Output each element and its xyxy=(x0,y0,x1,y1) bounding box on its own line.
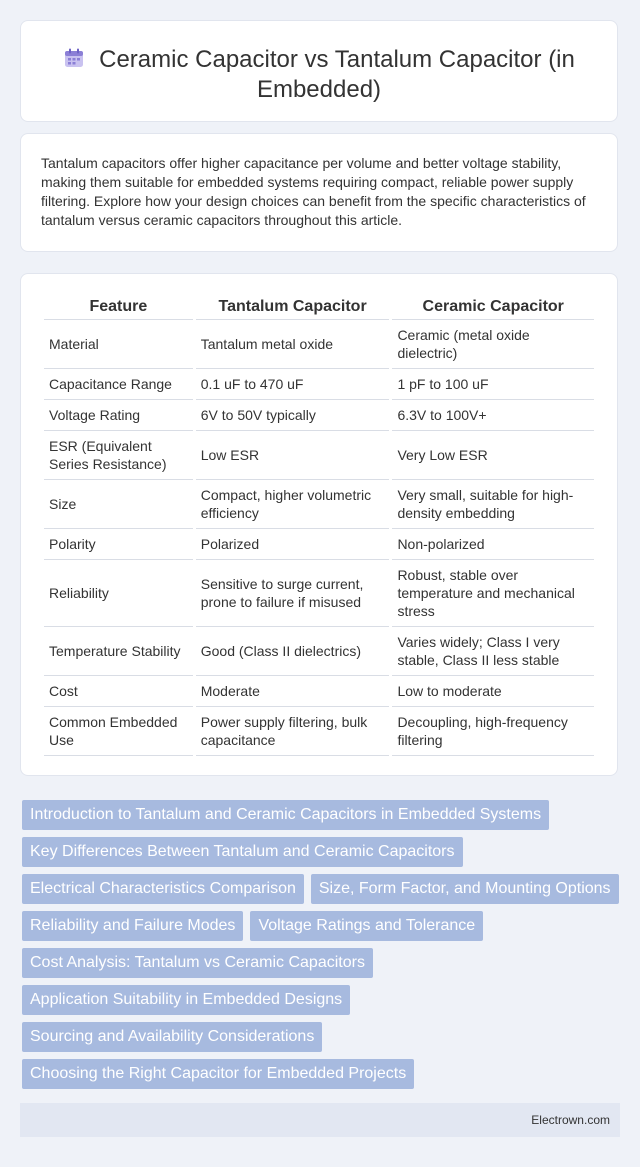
table-cell: ESR (Equivalent Series Resistance) xyxy=(44,431,193,480)
table-cell: Polarized xyxy=(196,529,390,560)
table-cell: Common Embedded Use xyxy=(44,707,193,756)
topic-tag[interactable]: Choosing the Right Capacitor for Embedded Projects xyxy=(22,1059,414,1089)
topic-tag[interactable]: Cost Analysis: Tantalum vs Ceramic Capacitors xyxy=(22,948,373,978)
table-row xyxy=(44,560,594,627)
table-cell: Voltage Rating xyxy=(44,400,193,431)
title-card xyxy=(20,20,618,122)
table-cell: Moderate xyxy=(196,676,390,707)
table-cell: Ceramic (metal oxide dielectric) xyxy=(392,320,594,369)
table-row xyxy=(44,529,594,560)
table-cell: Tantalum metal oxide xyxy=(196,320,390,369)
table-cell: 1 pF to 100 uF xyxy=(392,369,594,400)
table-cell: Cost xyxy=(44,676,193,707)
header-feature: Feature xyxy=(44,294,193,320)
table-cell: Non-polarized xyxy=(392,529,594,560)
comparison-table-card xyxy=(20,273,618,776)
page-title xyxy=(21,45,617,105)
table-header-row xyxy=(44,294,594,320)
table-cell: Power supply filtering, bulk capacitance xyxy=(196,707,390,756)
table-cell: Good (Class II dielectrics) xyxy=(196,627,390,676)
topic-tag[interactable]: Voltage Ratings and Tolerance xyxy=(250,911,483,941)
table-cell: 0.1 uF to 470 uF xyxy=(196,369,390,400)
table-cell: Low to moderate xyxy=(392,676,594,707)
table-cell: Low ESR xyxy=(196,431,390,480)
footer xyxy=(20,1103,620,1137)
table-row xyxy=(44,400,594,431)
table-row xyxy=(44,431,594,480)
table-cell: Very small, suitable for high-density embedding xyxy=(392,480,594,529)
table-cell: 6.3V to 100V+ xyxy=(392,400,594,431)
table-row xyxy=(44,707,594,756)
comparison-table xyxy=(41,294,597,756)
header-ceramic: Ceramic Capacitor xyxy=(392,294,594,320)
topic-tag[interactable]: Key Differences Between Tantalum and Ceramic Capacitors xyxy=(22,837,463,867)
table-cell: Material xyxy=(44,320,193,369)
table-row xyxy=(44,480,594,529)
table-cell: Reliability xyxy=(44,560,193,627)
table-cell: Compact, higher volumetric efficiency xyxy=(196,480,390,529)
table-cell: Decoupling, high-frequency filtering xyxy=(392,707,594,756)
table-cell: Sensitive to surge current, prone to failure if misused xyxy=(196,560,390,627)
table-cell: Robust, stable over temperature and mechanical stress xyxy=(392,560,594,627)
topic-tag[interactable]: Electrical Characteristics Comparison xyxy=(22,874,304,904)
footer-site-link[interactable]: Electrown.com xyxy=(531,1113,610,1127)
intro-card xyxy=(20,133,618,252)
table-row xyxy=(44,627,594,676)
topic-tag[interactable]: Application Suitability in Embedded Designs xyxy=(22,985,350,1015)
topic-tag[interactable]: Size, Form Factor, and Mounting Options xyxy=(311,874,619,904)
table-cell: Capacitance Range xyxy=(44,369,193,400)
table-row xyxy=(44,320,594,369)
topic-tag[interactable]: Reliability and Failure Modes xyxy=(22,911,243,941)
topic-tag[interactable]: Sourcing and Availability Considerations xyxy=(22,1022,322,1052)
table-cell: 6V to 50V typically xyxy=(196,400,390,431)
table-row xyxy=(44,369,594,400)
topic-tags xyxy=(22,800,622,1096)
calendar-icon xyxy=(63,47,85,69)
table-cell: Varies widely; Class I very stable, Class II less stable xyxy=(392,627,594,676)
topic-tag[interactable]: Introduction to Tantalum and Ceramic Capacitors in Embedded Systems xyxy=(22,800,549,830)
title-text: Ceramic Capacitor vs Tantalum Capacitor (in Embedded) xyxy=(99,46,575,103)
header-tantalum: Tantalum Capacitor xyxy=(196,294,390,320)
intro-paragraph: Tantalum capacitors offer higher capacitance per volume and better voltage stability, making them suitable for embedded systems requiring compact, reliable power supply filtering. Explore how your design choices can benefit from the specific characteristics of tantalum versus ceramic capacitors throughout this article. xyxy=(41,155,586,228)
table-cell: Temperature Stability xyxy=(44,627,193,676)
table-cell: Polarity xyxy=(44,529,193,560)
table-row xyxy=(44,676,594,707)
table-cell: Size xyxy=(44,480,193,529)
table-cell: Very Low ESR xyxy=(392,431,594,480)
